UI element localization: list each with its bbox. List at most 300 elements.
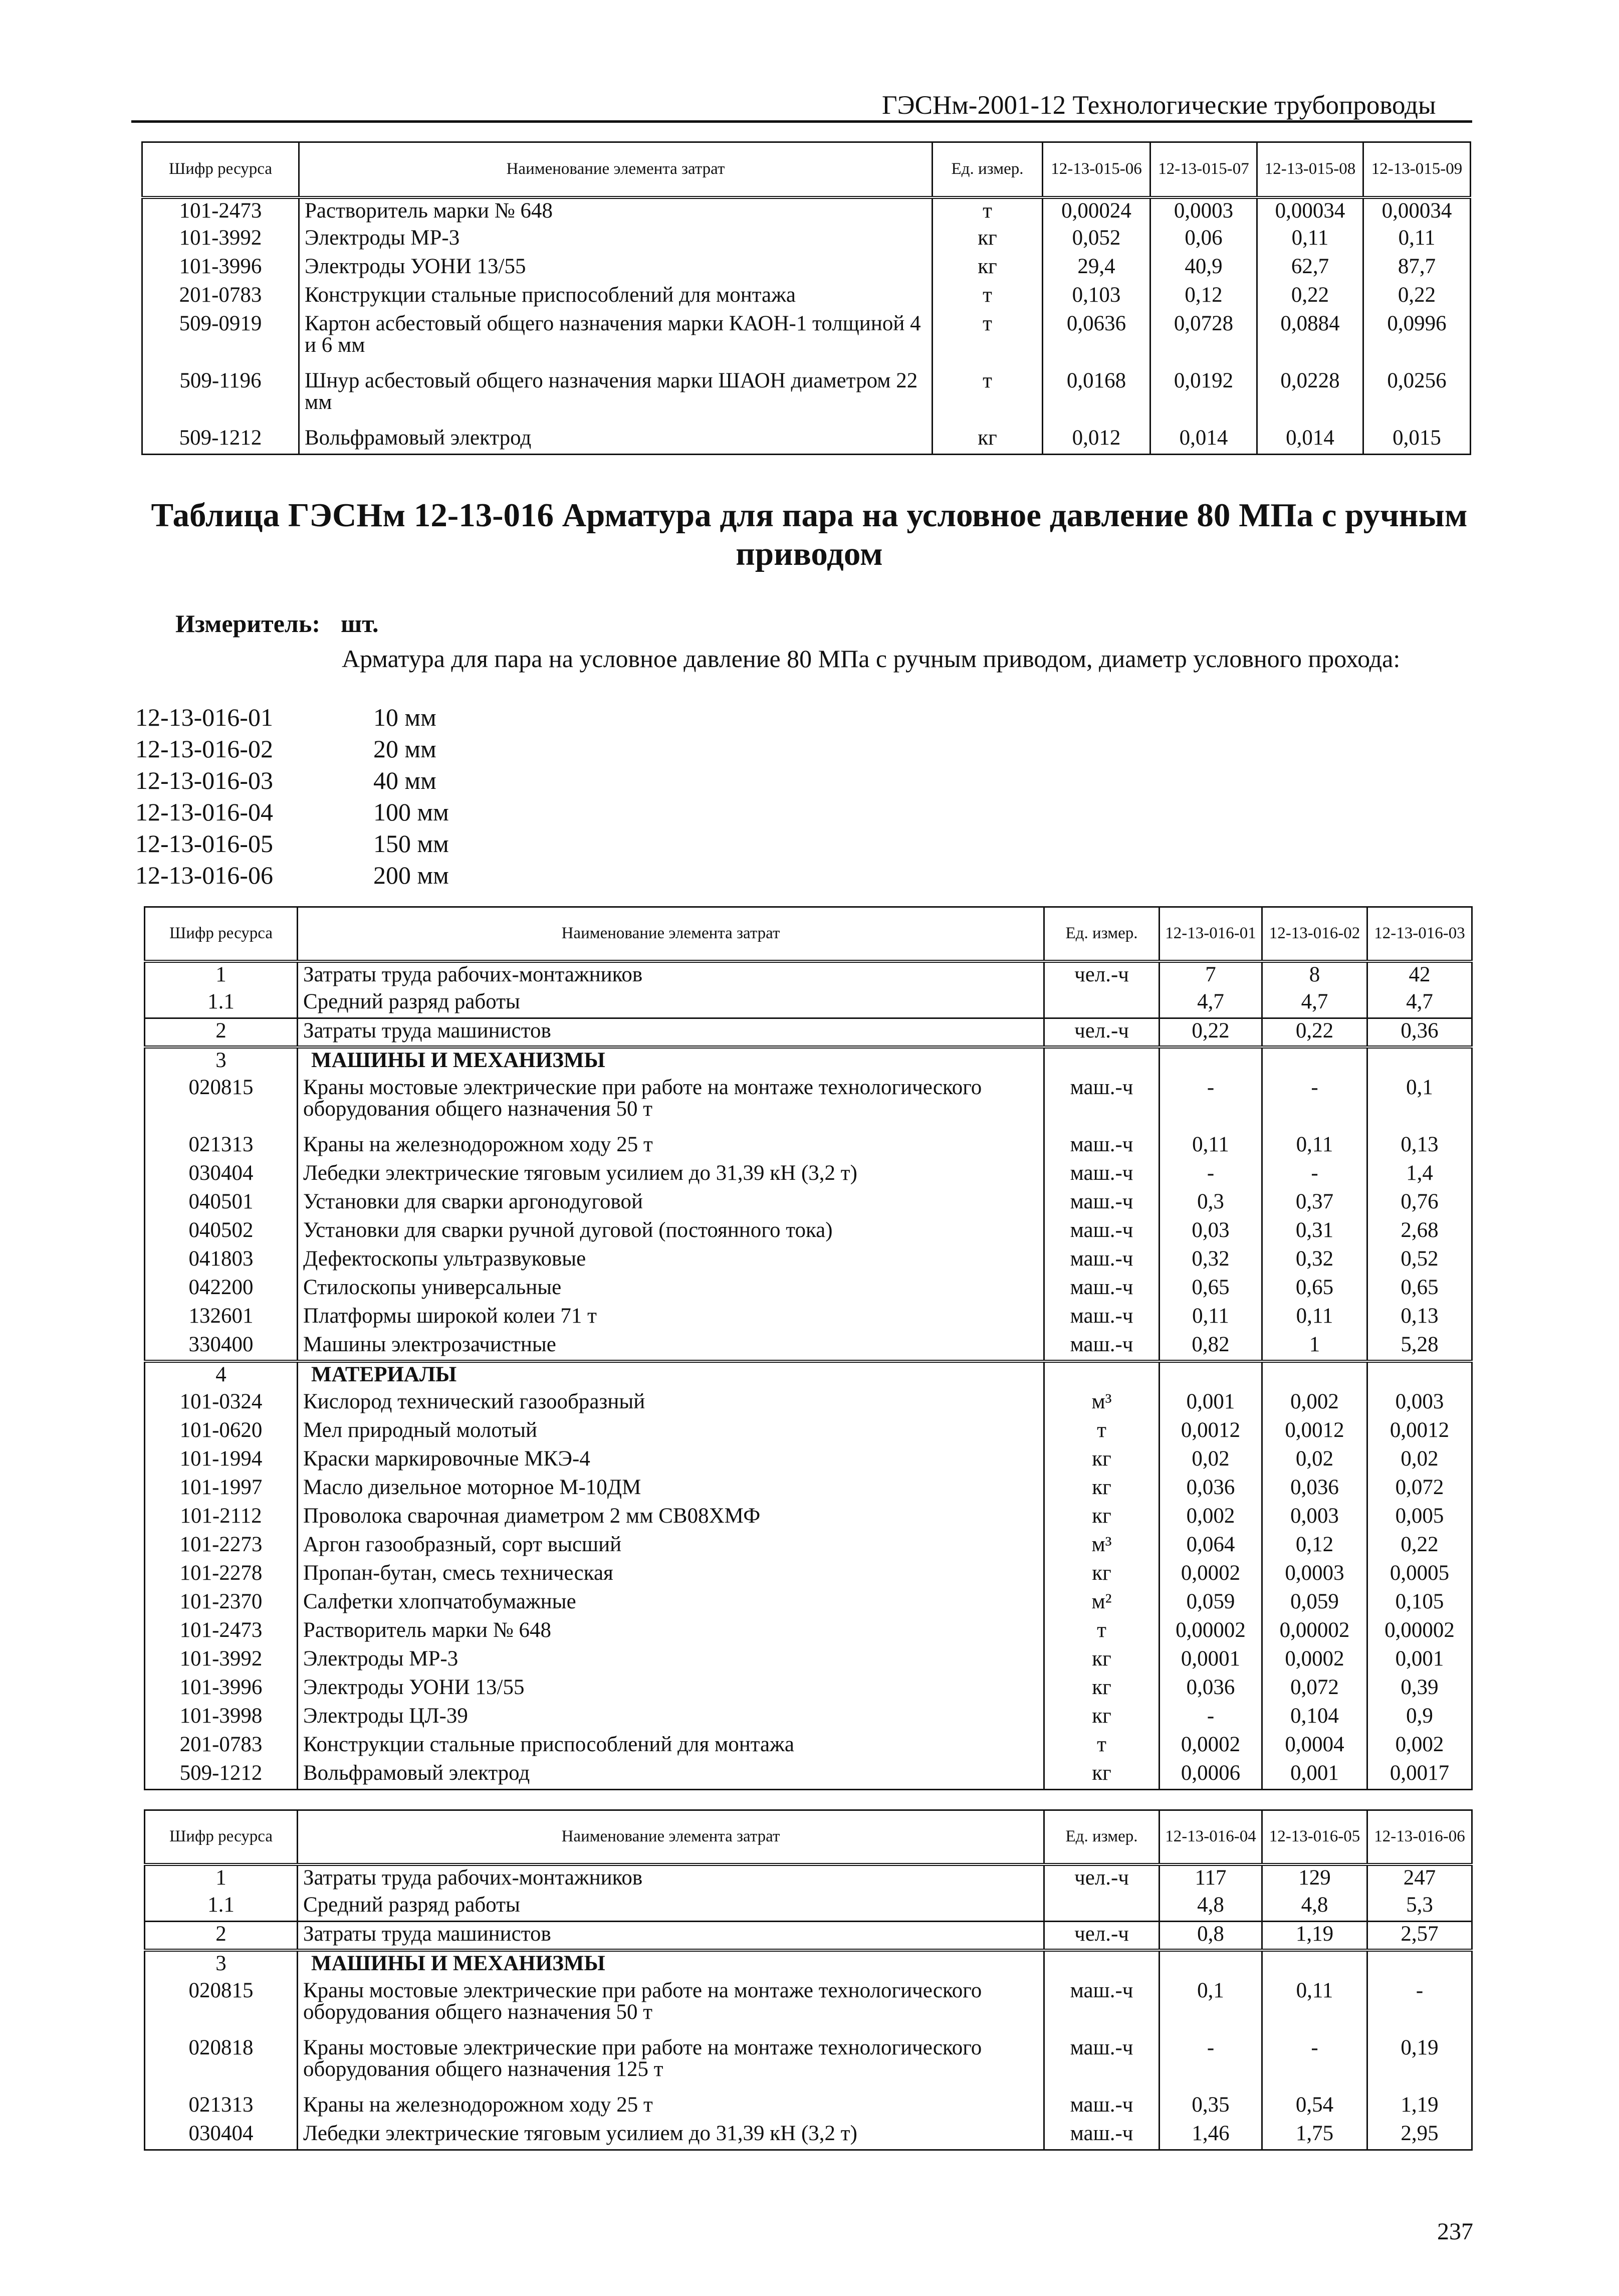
- table-row: [145, 1447, 1472, 1476]
- resource-code-cell: 020815: [145, 1076, 298, 1133]
- unit-cell: маш.-ч: [1044, 1190, 1160, 1218]
- resource-code-cell: 040502: [145, 1218, 298, 1247]
- table-row: [145, 1047, 1472, 1076]
- value-cell: 1,19: [1262, 1922, 1367, 1950]
- value-cell: 0,0228: [1257, 369, 1363, 426]
- cost-item-cell: Установки для сварки ручной дуговой (постоянного тока): [298, 1218, 1044, 1247]
- unit-cell: т: [1044, 1618, 1160, 1647]
- value-cell: 0,02: [1367, 1447, 1472, 1476]
- resource-code-cell: 101-3998: [145, 1704, 298, 1733]
- header-cell: Шифр ресурса: [142, 142, 299, 197]
- resource-code-cell: 101-3996: [142, 255, 299, 283]
- value-cell: 4,7: [1367, 990, 1472, 1018]
- value-cell: 0,76: [1367, 1190, 1472, 1218]
- value-cell: 0,059: [1262, 1590, 1367, 1618]
- value-cell: 0,0636: [1043, 312, 1150, 369]
- header-cell: 12-13-015-06: [1043, 142, 1150, 197]
- value-cell: 0,0005: [1367, 1561, 1472, 1590]
- variant-code: 12-13-016-02: [135, 735, 273, 763]
- unit-cell: т: [933, 312, 1043, 369]
- value-cell: 0,00002: [1160, 1618, 1262, 1647]
- header-cell: Ед. измер.: [1044, 907, 1160, 961]
- value-cell: 2,57: [1367, 1922, 1472, 1950]
- value-cell: 0,11: [1160, 1133, 1262, 1161]
- cost-item-cell: Растворитель марки № 648: [299, 197, 933, 226]
- value-cell: 4,7: [1160, 990, 1262, 1018]
- value-cell: [1262, 1047, 1367, 1076]
- value-cell: 0,0003: [1150, 197, 1257, 226]
- resource-code-cell: 101-2278: [145, 1561, 298, 1590]
- resource-code-cell: 040501: [145, 1190, 298, 1218]
- unit-cell: маш.-ч: [1044, 1218, 1160, 1247]
- header-cell: Наименование элемента затрат: [299, 142, 933, 197]
- cost-item-cell: Кислород технический газообразный: [298, 1390, 1044, 1418]
- value-cell: 62,7: [1257, 255, 1363, 283]
- value-cell: -: [1262, 1161, 1367, 1190]
- value-cell: 7: [1160, 961, 1262, 990]
- resource-code-cell: 101-2112: [145, 1504, 298, 1533]
- value-cell: 0,0884: [1257, 312, 1363, 369]
- unit-cell: кг: [1044, 1504, 1160, 1533]
- cost-item-cell: Краны мостовые электрические при работе на монтаже технологического оборудования общего назначения 50 т: [298, 1979, 1044, 2036]
- value-cell: [1262, 1950, 1367, 1979]
- unit-cell: маш.-ч: [1044, 1304, 1160, 1333]
- cost-item-cell: Краны на железнодорожном ходу 25 т: [298, 1133, 1044, 1161]
- value-cell: 0,014: [1257, 426, 1363, 455]
- resource-code-cell: 030404: [145, 1161, 298, 1190]
- cost-item-cell: Машины электрозачистные: [298, 1333, 1044, 1361]
- resource-code-cell: 509-1212: [145, 1761, 298, 1790]
- resource-code-cell: 1: [145, 961, 298, 990]
- resource-code-cell: 201-0783: [142, 283, 299, 312]
- value-cell: 1,75: [1262, 2122, 1367, 2150]
- header-rule: [131, 120, 1472, 123]
- resource-code-cell: 020818: [145, 2036, 298, 2093]
- value-cell: 87,7: [1363, 255, 1471, 283]
- value-cell: 0,32: [1262, 1247, 1367, 1276]
- value-cell: 0,1: [1160, 1979, 1262, 2036]
- unit-cell: маш.-ч: [1044, 1247, 1160, 1276]
- resource-code-cell: 020815: [145, 1979, 298, 2036]
- cost-item-cell: Вольфрамовый электрод: [298, 1761, 1044, 1790]
- cost-item-cell: Средний разряд работы: [298, 1893, 1044, 1922]
- value-cell: [1367, 1361, 1472, 1390]
- table-row: [142, 226, 1471, 255]
- cost-item-cell: Мел природный молотый: [298, 1418, 1044, 1447]
- unit-cell: кг: [1044, 1447, 1160, 1476]
- table-row: [145, 1218, 1472, 1247]
- value-cell: 0,35: [1160, 2093, 1262, 2122]
- value-cell: 0,0012: [1367, 1418, 1472, 1447]
- resource-code-cell: 3: [145, 1047, 298, 1076]
- table-row: [145, 1018, 1472, 1047]
- resource-code-cell: 509-0919: [142, 312, 299, 369]
- value-cell: -: [1367, 1979, 1472, 2036]
- table-row: [145, 1190, 1472, 1218]
- unit-cell: маш.-ч: [1044, 2122, 1160, 2150]
- resource-code-cell: 101-2370: [145, 1590, 298, 1618]
- value-cell: 0,014: [1150, 426, 1257, 455]
- value-cell: 0,31: [1262, 1218, 1367, 1247]
- value-cell: 0,02: [1160, 1447, 1262, 1476]
- value-cell: 0,54: [1262, 2093, 1367, 2122]
- value-cell: 5,3: [1367, 1893, 1472, 1922]
- header-cell: Шифр ресурса: [145, 907, 298, 961]
- variant-code: 12-13-016-04: [135, 798, 273, 826]
- value-cell: 42: [1367, 961, 1472, 990]
- value-cell: 0,9: [1367, 1704, 1472, 1733]
- cost-item-cell: Вольфрамовый электрод: [299, 426, 933, 455]
- resource-code-cell: 2: [145, 1922, 298, 1950]
- table-row: [145, 1618, 1472, 1647]
- resource-code-cell: 101-2473: [142, 197, 299, 226]
- resource-code-cell: 101-3996: [145, 1676, 298, 1704]
- resource-table-top: [141, 141, 1471, 455]
- value-cell: 0,0001: [1160, 1647, 1262, 1676]
- cost-item-cell: Затраты труда рабочих-монтажников: [298, 1864, 1044, 1893]
- cost-item-cell: Краны мостовые электрические при работе на монтаже технологического оборудования общего назначения 125 т: [298, 2036, 1044, 2093]
- unit-cell: чел.-ч: [1044, 1864, 1160, 1893]
- table-row: [145, 1076, 1472, 1133]
- value-cell: 0,0192: [1150, 369, 1257, 426]
- unit-cell: кг: [1044, 1704, 1160, 1733]
- cost-item-cell: Конструкции стальные приспособлений для монтажа: [298, 1733, 1044, 1761]
- value-cell: 0,001: [1367, 1647, 1472, 1676]
- unit-cell: м³: [1044, 1533, 1160, 1561]
- value-cell: [1160, 1361, 1262, 1390]
- value-cell: [1160, 1047, 1262, 1076]
- value-cell: 0,036: [1160, 1476, 1262, 1504]
- value-cell: 0,39: [1367, 1676, 1472, 1704]
- value-cell: 0,22: [1367, 1533, 1472, 1561]
- variant-size: 200 мм: [373, 861, 449, 889]
- value-cell: 0,00034: [1363, 197, 1471, 226]
- value-cell: 2,95: [1367, 2122, 1472, 2150]
- value-cell: [1262, 1361, 1367, 1390]
- value-cell: 0,072: [1367, 1476, 1472, 1504]
- cost-item-cell: Электроды МР-3: [298, 1647, 1044, 1676]
- table-header-row: [145, 1810, 1472, 1864]
- value-cell: 29,4: [1043, 255, 1150, 283]
- resource-code-cell: 101-2273: [145, 1533, 298, 1561]
- resource-code-cell: 1.1: [145, 990, 298, 1018]
- unit-cell: кг: [1044, 1647, 1160, 1676]
- table-row: [142, 369, 1471, 426]
- value-cell: 0,13: [1367, 1133, 1472, 1161]
- value-cell: 0,37: [1262, 1190, 1367, 1218]
- value-cell: 0,0012: [1262, 1418, 1367, 1447]
- value-cell: 0,00034: [1257, 197, 1363, 226]
- running-header: ГЭСНм-2001-12 Технологические трубопроводы: [882, 91, 1436, 120]
- table-row: [145, 1247, 1472, 1276]
- unit-cell: [1044, 1893, 1160, 1922]
- value-cell: 0,003: [1262, 1504, 1367, 1533]
- unit-cell: маш.-ч: [1044, 1133, 1160, 1161]
- value-cell: 0,0002: [1160, 1733, 1262, 1761]
- unit-cell: т: [933, 283, 1043, 312]
- value-cell: [1160, 1950, 1262, 1979]
- header-cell: 12-13-016-02: [1262, 907, 1367, 961]
- cost-item-cell: Проволока сварочная диаметром 2 мм СВ08ХМФ: [298, 1504, 1044, 1533]
- unit-cell: кг: [1044, 1761, 1160, 1790]
- table-row: [145, 2036, 1472, 2093]
- value-cell: 0,005: [1367, 1504, 1472, 1533]
- table-row: [145, 2122, 1472, 2150]
- value-cell: 0,0006: [1160, 1761, 1262, 1790]
- value-cell: 0,22: [1257, 283, 1363, 312]
- variant-size: 100 мм: [373, 798, 449, 826]
- resource-code-cell: 101-0620: [145, 1418, 298, 1447]
- resource-code-cell: 132601: [145, 1304, 298, 1333]
- unit-cell: маш.-ч: [1044, 2036, 1160, 2093]
- table-row: [145, 1161, 1472, 1190]
- unit-cell: маш.-ч: [1044, 1161, 1160, 1190]
- value-cell: 1,4: [1367, 1161, 1472, 1190]
- resource-code-cell: 101-1997: [145, 1476, 298, 1504]
- unit-cell: маш.-ч: [1044, 1076, 1160, 1133]
- variant-code: 12-13-016-01: [135, 703, 273, 731]
- unit-cell: [1044, 1047, 1160, 1076]
- table-row: [142, 255, 1471, 283]
- unit-cell: [1044, 990, 1160, 1018]
- header-cell: 12-13-015-09: [1363, 142, 1471, 197]
- cost-item-cell: Лебедки электрические тяговым усилием до 31,39 кН (3,2 т): [298, 1161, 1044, 1190]
- cost-item-cell: МАШИНЫ И МЕХАНИЗМЫ: [298, 1950, 1044, 1979]
- value-cell: 0,11: [1262, 1133, 1367, 1161]
- table-row: [142, 312, 1471, 369]
- table-row: [145, 1893, 1472, 1922]
- cost-item-cell: Пропан-бутан, смесь техническая: [298, 1561, 1044, 1590]
- resource-table-2: [144, 1809, 1473, 2151]
- value-cell: 0,0002: [1160, 1561, 1262, 1590]
- table-row: [145, 1761, 1472, 1790]
- value-cell: -: [1160, 1704, 1262, 1733]
- resource-code-cell: 1: [145, 1864, 298, 1893]
- value-cell: 0,103: [1043, 283, 1150, 312]
- header-cell: Наименование элемента затрат: [298, 1810, 1044, 1864]
- value-cell: 0,104: [1262, 1704, 1367, 1733]
- table-row: [145, 1733, 1472, 1761]
- value-cell: 0,36: [1367, 1018, 1472, 1047]
- table-row: [145, 1304, 1472, 1333]
- resource-code-cell: 042200: [145, 1276, 298, 1304]
- unit-cell: чел.-ч: [1044, 1922, 1160, 1950]
- value-cell: 0,11: [1262, 1304, 1367, 1333]
- cost-item-cell: Стилоскопы универсальные: [298, 1276, 1044, 1304]
- value-cell: 2,68: [1367, 1218, 1472, 1247]
- value-cell: -: [1262, 2036, 1367, 2093]
- table-row: [145, 2093, 1472, 2122]
- cost-item-cell: Конструкции стальные приспособлений для монтажа: [299, 283, 933, 312]
- value-cell: 0,00002: [1262, 1618, 1367, 1647]
- value-cell: -: [1160, 2036, 1262, 2093]
- unit-cell: маш.-ч: [1044, 1333, 1160, 1361]
- resource-code-cell: 4: [145, 1361, 298, 1390]
- header-cell: 12-13-016-01: [1160, 907, 1262, 961]
- cost-item-cell: Масло дизельное моторное М-10ДМ: [298, 1476, 1044, 1504]
- cost-item-cell: Краны мостовые электрические при работе на монтаже технологического оборудования общего назначения 50 т: [298, 1076, 1044, 1133]
- value-cell: 0,015: [1363, 426, 1471, 455]
- header-cell: Ед. измер.: [933, 142, 1043, 197]
- table-row: [145, 1133, 1472, 1161]
- cost-item-cell: Электроды ЦЛ-39: [298, 1704, 1044, 1733]
- header-cell: 12-13-015-08: [1257, 142, 1363, 197]
- table-header-row: [145, 907, 1472, 961]
- cost-item-cell: Краски маркировочные МКЭ-4: [298, 1447, 1044, 1476]
- value-cell: 0,65: [1262, 1276, 1367, 1304]
- resource-code-cell: 509-1196: [142, 369, 299, 426]
- unit-cell: т: [1044, 1418, 1160, 1447]
- resource-code-cell: 030404: [145, 2122, 298, 2150]
- cost-item-cell: Электроды УОНИ 13/55: [298, 1676, 1044, 1704]
- value-cell: 0,0168: [1043, 369, 1150, 426]
- value-cell: 0,11: [1262, 1979, 1367, 2036]
- variant-code: 12-13-016-03: [135, 766, 273, 794]
- unit-cell: чел.-ч: [1044, 1018, 1160, 1047]
- table-title: Таблица ГЭСНм 12-13-016 Арматура для пара на условное давление 80 МПа с ручным приводом: [151, 497, 1468, 573]
- value-cell: 0,82: [1160, 1333, 1262, 1361]
- value-cell: 0,012: [1043, 426, 1150, 455]
- value-cell: 0,32: [1160, 1247, 1262, 1276]
- meter-label: Измеритель:: [175, 609, 321, 638]
- unit-cell: маш.-ч: [1044, 1979, 1160, 2036]
- table-header-row: [142, 142, 1471, 197]
- resource-code-cell: 021313: [145, 2093, 298, 2122]
- cost-item-cell: Электроды УОНИ 13/55: [299, 255, 933, 283]
- variant-code: 12-13-016-06: [135, 861, 273, 889]
- value-cell: 0,02: [1262, 1447, 1367, 1476]
- table-row: [145, 1590, 1472, 1618]
- unit-cell: кг: [1044, 1561, 1160, 1590]
- table-row: [145, 1950, 1472, 1979]
- value-cell: 4,7: [1262, 990, 1367, 1018]
- value-cell: 0,00024: [1043, 197, 1150, 226]
- resource-code-cell: 1.1: [145, 1893, 298, 1922]
- cost-item-cell: Установки для сварки аргонодуговой: [298, 1190, 1044, 1218]
- value-cell: 0,11: [1257, 226, 1363, 255]
- value-cell: 1: [1262, 1333, 1367, 1361]
- work-description: Арматура для пара на условное давление 80 МПа с ручным приводом, диаметр условного прохода:: [342, 645, 1401, 673]
- value-cell: 0,13: [1367, 1304, 1472, 1333]
- value-cell: -: [1160, 1161, 1262, 1190]
- resource-code-cell: 509-1212: [142, 426, 299, 455]
- value-cell: 0,064: [1160, 1533, 1262, 1561]
- resource-code-cell: 2: [145, 1018, 298, 1047]
- unit-cell: м³: [1044, 1390, 1160, 1418]
- unit-cell: маш.-ч: [1044, 2093, 1160, 2122]
- variant-code: 12-13-016-05: [135, 829, 273, 858]
- value-cell: 0,22: [1363, 283, 1471, 312]
- value-cell: 117: [1160, 1864, 1262, 1893]
- value-cell: 0,65: [1367, 1276, 1472, 1304]
- value-cell: 0,03: [1160, 1218, 1262, 1247]
- table-row: [145, 1361, 1472, 1390]
- value-cell: 0,003: [1367, 1390, 1472, 1418]
- value-cell: 0,0996: [1363, 312, 1471, 369]
- value-cell: 0,22: [1160, 1018, 1262, 1047]
- header-cell: 12-13-015-07: [1150, 142, 1257, 197]
- value-cell: 0,65: [1160, 1276, 1262, 1304]
- resource-code-cell: 041803: [145, 1247, 298, 1276]
- table-row: [145, 1333, 1472, 1361]
- unit-cell: [1044, 1361, 1160, 1390]
- unit-cell: кг: [933, 226, 1043, 255]
- value-cell: 0,12: [1150, 283, 1257, 312]
- value-cell: 0,8: [1160, 1922, 1262, 1950]
- meter-unit: шт.: [341, 609, 379, 638]
- table-row: [145, 1647, 1472, 1676]
- value-cell: 247: [1367, 1864, 1472, 1893]
- value-cell: 0,0256: [1363, 369, 1471, 426]
- table-row: [145, 1922, 1472, 1950]
- table-row: [142, 426, 1471, 455]
- cost-item-cell: Салфетки хлопчатобумажные: [298, 1590, 1044, 1618]
- value-cell: 5,28: [1367, 1333, 1472, 1361]
- value-cell: 0,11: [1160, 1304, 1262, 1333]
- value-cell: 0,0003: [1262, 1561, 1367, 1590]
- resource-code-cell: 101-3992: [145, 1647, 298, 1676]
- value-cell: 0,0004: [1262, 1733, 1367, 1761]
- value-cell: 0,036: [1160, 1676, 1262, 1704]
- value-cell: 0,12: [1262, 1533, 1367, 1561]
- value-cell: -: [1160, 1076, 1262, 1133]
- value-cell: 40,9: [1150, 255, 1257, 283]
- value-cell: 0,002: [1367, 1733, 1472, 1761]
- cost-item-cell: Платформы широкой колеи 71 т: [298, 1304, 1044, 1333]
- variant-size: 40 мм: [373, 766, 436, 794]
- cost-item-cell: Дефектоскопы ультразвуковые: [298, 1247, 1044, 1276]
- unit-cell: кг: [1044, 1676, 1160, 1704]
- resource-code-cell: 021313: [145, 1133, 298, 1161]
- resource-code-cell: 101-2473: [145, 1618, 298, 1647]
- value-cell: 0,52: [1367, 1247, 1472, 1276]
- variant-size: 10 мм: [373, 703, 436, 731]
- resource-code-cell: 101-1994: [145, 1447, 298, 1476]
- table-row: [145, 1676, 1472, 1704]
- value-cell: 0,3: [1160, 1190, 1262, 1218]
- table-row: [145, 1504, 1472, 1533]
- cost-item-cell: Аргон газообразный, сорт высший: [298, 1533, 1044, 1561]
- page-number: 237: [1437, 2218, 1473, 2245]
- unit-cell: [1044, 1950, 1160, 1979]
- unit-cell: т: [933, 369, 1043, 426]
- value-cell: 0,105: [1367, 1590, 1472, 1618]
- resource-code-cell: 101-0324: [145, 1390, 298, 1418]
- unit-cell: кг: [933, 255, 1043, 283]
- cost-item-cell: Затраты труда машинистов: [298, 1018, 1044, 1047]
- value-cell: 4,8: [1262, 1893, 1367, 1922]
- value-cell: 0,002: [1262, 1390, 1367, 1418]
- unit-cell: чел.-ч: [1044, 961, 1160, 990]
- unit-cell: кг: [933, 426, 1043, 455]
- cost-item-cell: Картон асбестовый общего назначения марки КАОН-1 толщиной 4 и 6 мм: [299, 312, 933, 369]
- value-cell: 0,1: [1367, 1076, 1472, 1133]
- value-cell: 129: [1262, 1864, 1367, 1893]
- table-row: [145, 1561, 1472, 1590]
- cost-item-cell: Лебедки электрические тяговым усилием до 31,39 кН (3,2 т): [298, 2122, 1044, 2150]
- cost-item-cell: Электроды МР-3: [299, 226, 933, 255]
- header-cell: Шифр ресурса: [145, 1810, 298, 1864]
- value-cell: 1,19: [1367, 2093, 1472, 2122]
- unit-cell: кг: [1044, 1476, 1160, 1504]
- resource-code-cell: 330400: [145, 1333, 298, 1361]
- value-cell: 0,00002: [1367, 1618, 1472, 1647]
- value-cell: 0,059: [1160, 1590, 1262, 1618]
- table-row: [145, 1276, 1472, 1304]
- value-cell: [1367, 1047, 1472, 1076]
- cost-item-cell: Затраты труда рабочих-монтажников: [298, 961, 1044, 990]
- table-row: [145, 1864, 1472, 1893]
